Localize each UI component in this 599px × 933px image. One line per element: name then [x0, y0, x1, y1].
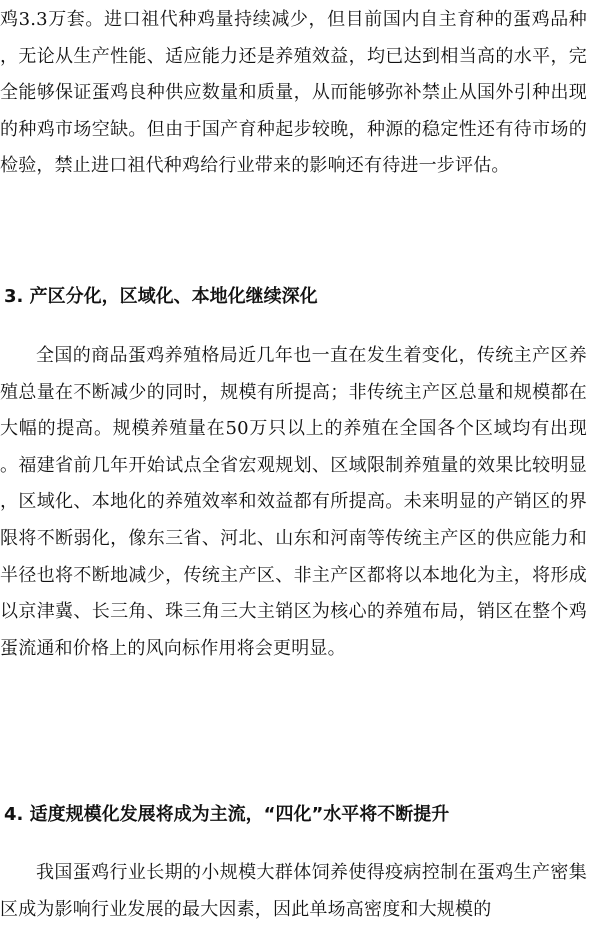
paragraph-section-4: 我国蛋鸡行业长期的小规模大群体饲养使得疫病控制在蛋鸡生产密集区成为影响行业发展的最大因素，因此单场高密度和大规模的	[0, 862, 587, 920]
section-heading-4: 4. 适度规模化发展将成为主流，“四化”水平将不断提升	[4, 804, 450, 825]
paragraph-section-3: 全国的商品蛋鸡养殖格局近几年也一直在发生着变化，传统主产区养殖总量在不断减少的同时，规模有所提高；非传统主产区总量和规模都在大幅的提高。规模养殖量在50万只以上的养殖在全国各个区域均有出现。福建省前几年开始试点全省宏观规划、区域限制养殖量的效果比较明显，区域化、本地化的养殖效率和效益都有所提高。未来明显的产销区的界限将不断弱化，像东三省、河北、山东和河南等传统主产区的供应能力和半径也将不断地减少，传统主产区、非主产区都将以本地化为主，将形成以京津冀、长三角、珠三角三大主销区为核心的养殖布局，销区在整个鸡蛋流通和价格上的风向标作用将会更明显。	[0, 345, 587, 659]
section-heading-3: 3. 产区分化，区域化、本地化继续深化	[4, 286, 318, 307]
paragraph-intro: 鸡3.3万套。进口祖代种鸡量持续减少，但目前国内自主育种的蛋鸡品种，无论从生产性能、适应能力还是养殖效益，均已达到相当高的水平，完全能够保证蛋鸡良种供应数量和质量，从而能够弥补禁止从国外引种出现的种鸡市场空缺。但由于国产育种起步较晚，种源的稳定性还有待市场的检验，禁止进口祖代种鸡给行业带来的影响还有待进一步评估。	[0, 9, 587, 177]
